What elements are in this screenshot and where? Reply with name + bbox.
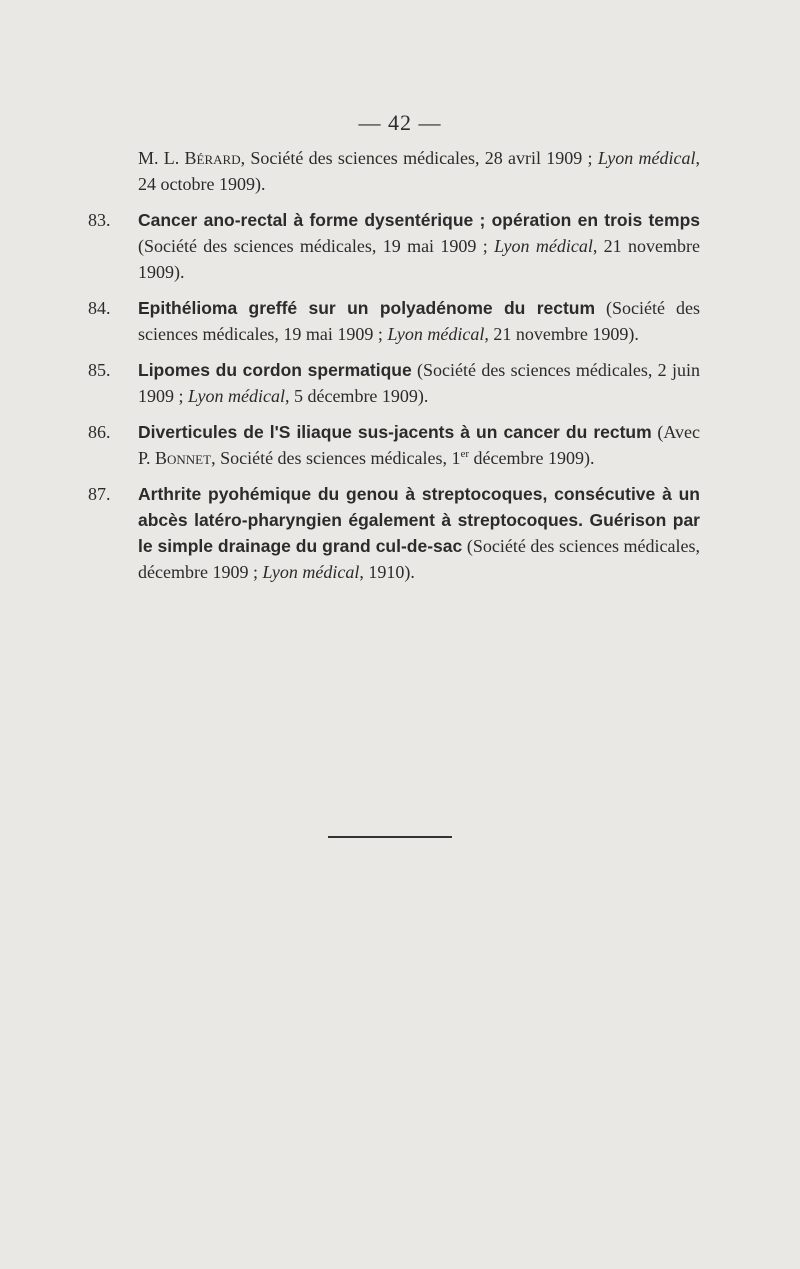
entry-title: Lipomes du cordon spermatique (138, 360, 412, 380)
entry-title: Diverticules de l'S iliaque sus-jacents à un cancer du rectum (138, 422, 652, 442)
entry-tail: , 24 octobre 1909). (138, 148, 701, 194)
journal-name: Lyon médical (387, 324, 485, 344)
journal-name: Lyon médical (188, 386, 285, 406)
author-name: Bonnet (155, 448, 212, 468)
entry-title: Cancer ano-rectal à forme dysentérique ; opération en trois temps (138, 210, 700, 230)
entry-tail: , 21 novembre 1909). (138, 236, 700, 282)
entry-tail: , 1910). (359, 562, 415, 582)
list-item (88, 207, 700, 285)
journal-name: Lyon médical (262, 562, 360, 582)
section-divider (328, 836, 452, 838)
superscript: er (460, 448, 470, 460)
entry-text: (Société des sciences médicales, 19 mai 1909 ; (138, 298, 701, 344)
journal-name: Lyon médical (597, 148, 696, 168)
page-number: — 42 — (358, 110, 442, 135)
journal-name: Lyon médical (494, 236, 593, 256)
entry-number: 86. (88, 422, 111, 442)
list-item (88, 295, 700, 347)
list-item (88, 419, 700, 471)
list-item (88, 145, 700, 197)
bibliography-list (88, 145, 700, 595)
entry-tail: , 5 décembre 1909). (284, 386, 429, 406)
entry-text: (Société des sciences médicales, 19 mai 1909 ; (138, 236, 495, 256)
entry-number: 85. (88, 360, 111, 380)
entry-title: Epithélioma greffé sur un polyadénome du rectum (138, 298, 596, 318)
entry-number: 87. (88, 484, 111, 504)
list-item (88, 357, 700, 409)
author-name: Bérard (184, 148, 241, 168)
entry-text: , Société des sciences médicales, 1 (211, 448, 461, 468)
entry-title: Arthrite pyohémique du genou à streptocoques, consécutive à un abcès latéro-pharyngien également à streptocoques. Guérison par le simple drainage du grand cul-de-sac (138, 484, 700, 556)
list-item (88, 481, 700, 585)
entry-tail: décembre 1909). (469, 448, 595, 468)
entry-text-pre: (Avec P. (138, 422, 700, 468)
entry-number: 83. (88, 210, 111, 230)
entry-text: , Société des sciences médicales, 28 avril 1909 ; (240, 148, 598, 168)
entry-text: (Société des sciences médicales, 2 juin 1909 ; (138, 360, 700, 406)
entry-tail: , 21 novembre 1909). (484, 324, 639, 344)
entry-text: (Société des sciences médicales, décembre 1909 ; (138, 536, 701, 582)
author-initials: M. L. (138, 148, 180, 168)
entry-number: 84. (88, 298, 111, 318)
